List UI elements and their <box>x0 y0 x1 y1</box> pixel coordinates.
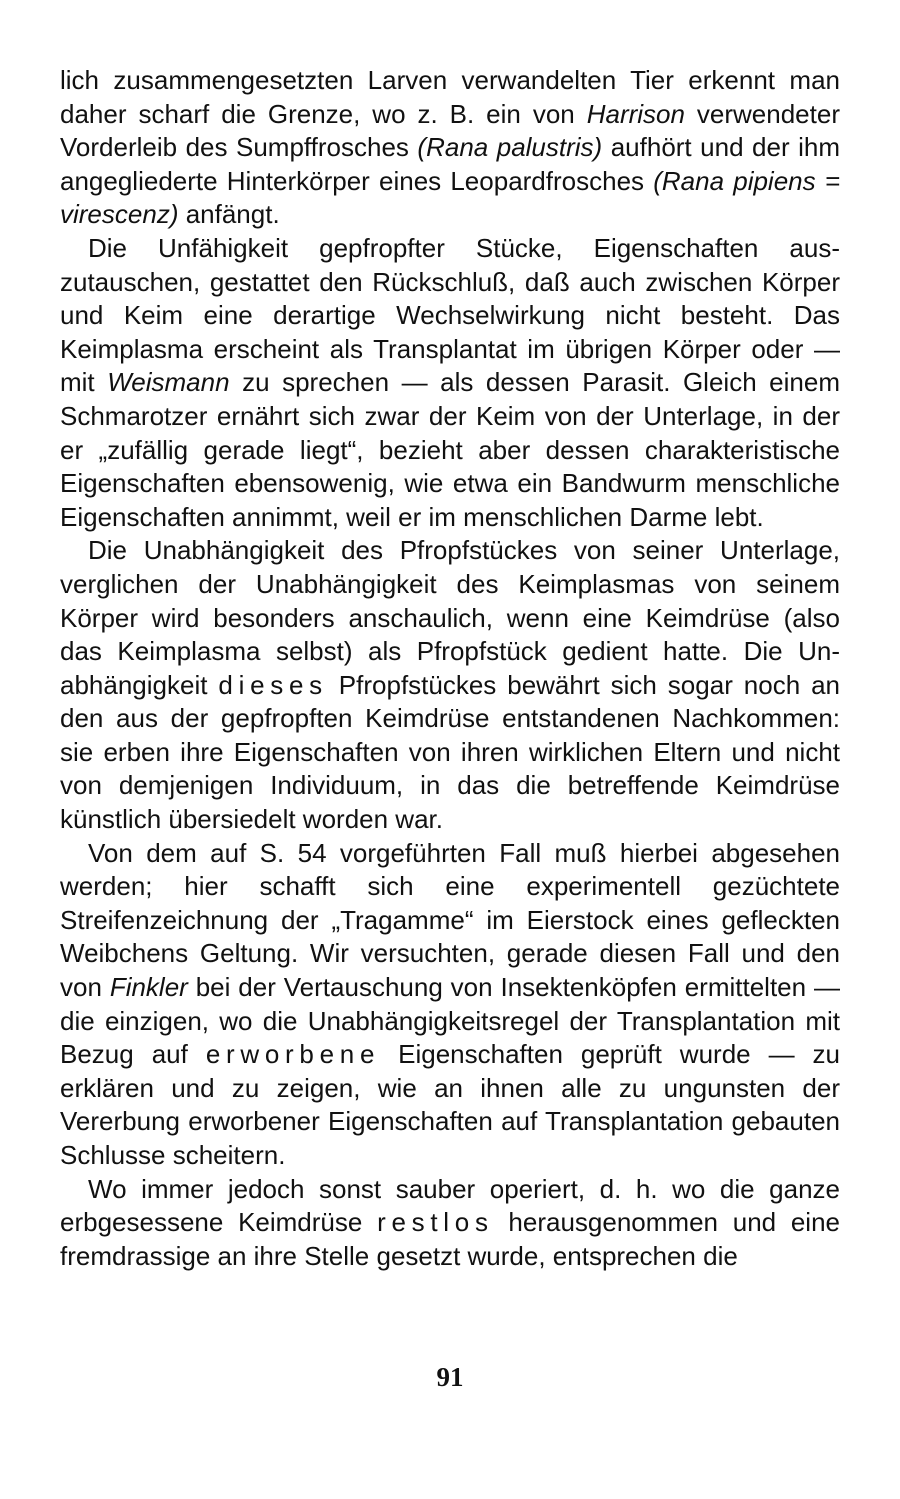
text-run: Pfropfstückes bewährt sich sogar noch an den aus der gepfropften Keimdrüse entstandenen Nachkommen: sie erben ihre Eigenschaften von ihren wirklichen Eltern und nicht von demjenigen Individuum, in das die betreffende Keimdrüse künstlich übersiedelt worden war. <box>60 669 840 835</box>
text-run: lich zusammengesetzten Larven verwandelten Tier erkennt man daher scharf die Grenze, wo z. B. ein von <box>60 65 840 129</box>
text-run: Von dem auf S. 54 vorgeführten Fall muß hierbei abgesehen werden; hier schafft sich eine experimentell gezüchtete Streifenzeichnung der „Tragamme“ im Eierstock eines gefleckten Weibchens Geltung. Wir versuchten, gerade diesen Fall und den von <box>60 837 840 1003</box>
italic-name: Harrison <box>586 98 685 129</box>
italic-name: Finkler <box>109 972 188 1003</box>
italic-name: (Rana palustris) <box>417 132 603 163</box>
text-run: Die Unfähigkeit gepfropfter Stücke, Eigenschaften auszutauschen, gestattet den Rückschluß, daß auch zwischen Körper und Keim eine derartige Wechselwirkung nicht besteht. Das Keimplasma erscheint als Transplantat im übrigen Körper oder — mit <box>60 232 840 398</box>
text-run: aufhört und der ihm angegliederte Hinterkörper eines Leopardfrosches <box>60 132 840 196</box>
text-run: verwendeter Vorderleib des Sumpffrosches <box>60 98 840 163</box>
text-run: bei der Vertauschung von Insektenköpfen ermittelten — die einzigen, wo die Unabhängigkeitsregel der Transplantation mit Bezug auf <box>60 972 840 1070</box>
paragraph <box>60 837 840 1173</box>
italic-name: (Rana pipiens = virescenz) <box>60 165 841 230</box>
text-run: Die Unabhängigkeit des Pfropfstückes von seiner Unterlage, verglichen der Unabhängigkeit des Keimplasmas von seinem Körper wird besonders anschaulich, wenn eine Keimdrüse (also das Keimplasma selbst) als Pfropfstück gedient hatte. Die Unabhängigkeit <box>60 535 840 700</box>
paragraph <box>60 534 840 836</box>
text-run: zu sprechen — als dessen Parasit. Gleich einem Schmarotzer ernährt sich zwar der Keim von der Unterlage, in der er „zufällig gerade liegt“, bezieht aber dessen charakteristische Eigenschaften ebensowenig, wie etwa ein Bandwurm menschliche Eigenschaften annimmt, weil er im menschlichen Darme lebt. <box>60 367 840 532</box>
italic-name: Weismann <box>107 367 230 398</box>
paragraph <box>60 232 840 534</box>
spaced-emphasis: restlos <box>377 1207 494 1238</box>
paragraph <box>60 1173 840 1274</box>
spaced-emphasis: dieses <box>218 669 328 700</box>
text-run: anfängt. <box>178 199 280 230</box>
text-run: Eigenschaften geprüft wurde — zu erklären und zu zeigen, wie an ihnen alle zu ungunsten der Vererbung erworbener Eigenschaften auf Transplantation gebauten Schlusse scheitern. <box>60 1039 841 1170</box>
paragraph <box>60 64 840 232</box>
spaced-emphasis: erworbene <box>205 1039 381 1070</box>
page-number: 91 <box>436 1362 464 1392</box>
text-run: herausgenommen und eine fremdrassige an ihre Stelle gesetzt wurde, entsprechen die <box>60 1207 841 1271</box>
text-run: Wo immer jedoch sonst sauber operiert, d. h. wo die ganze erbgesessene Keimdrüse <box>60 1173 840 1238</box>
page-body <box>60 64 840 1273</box>
